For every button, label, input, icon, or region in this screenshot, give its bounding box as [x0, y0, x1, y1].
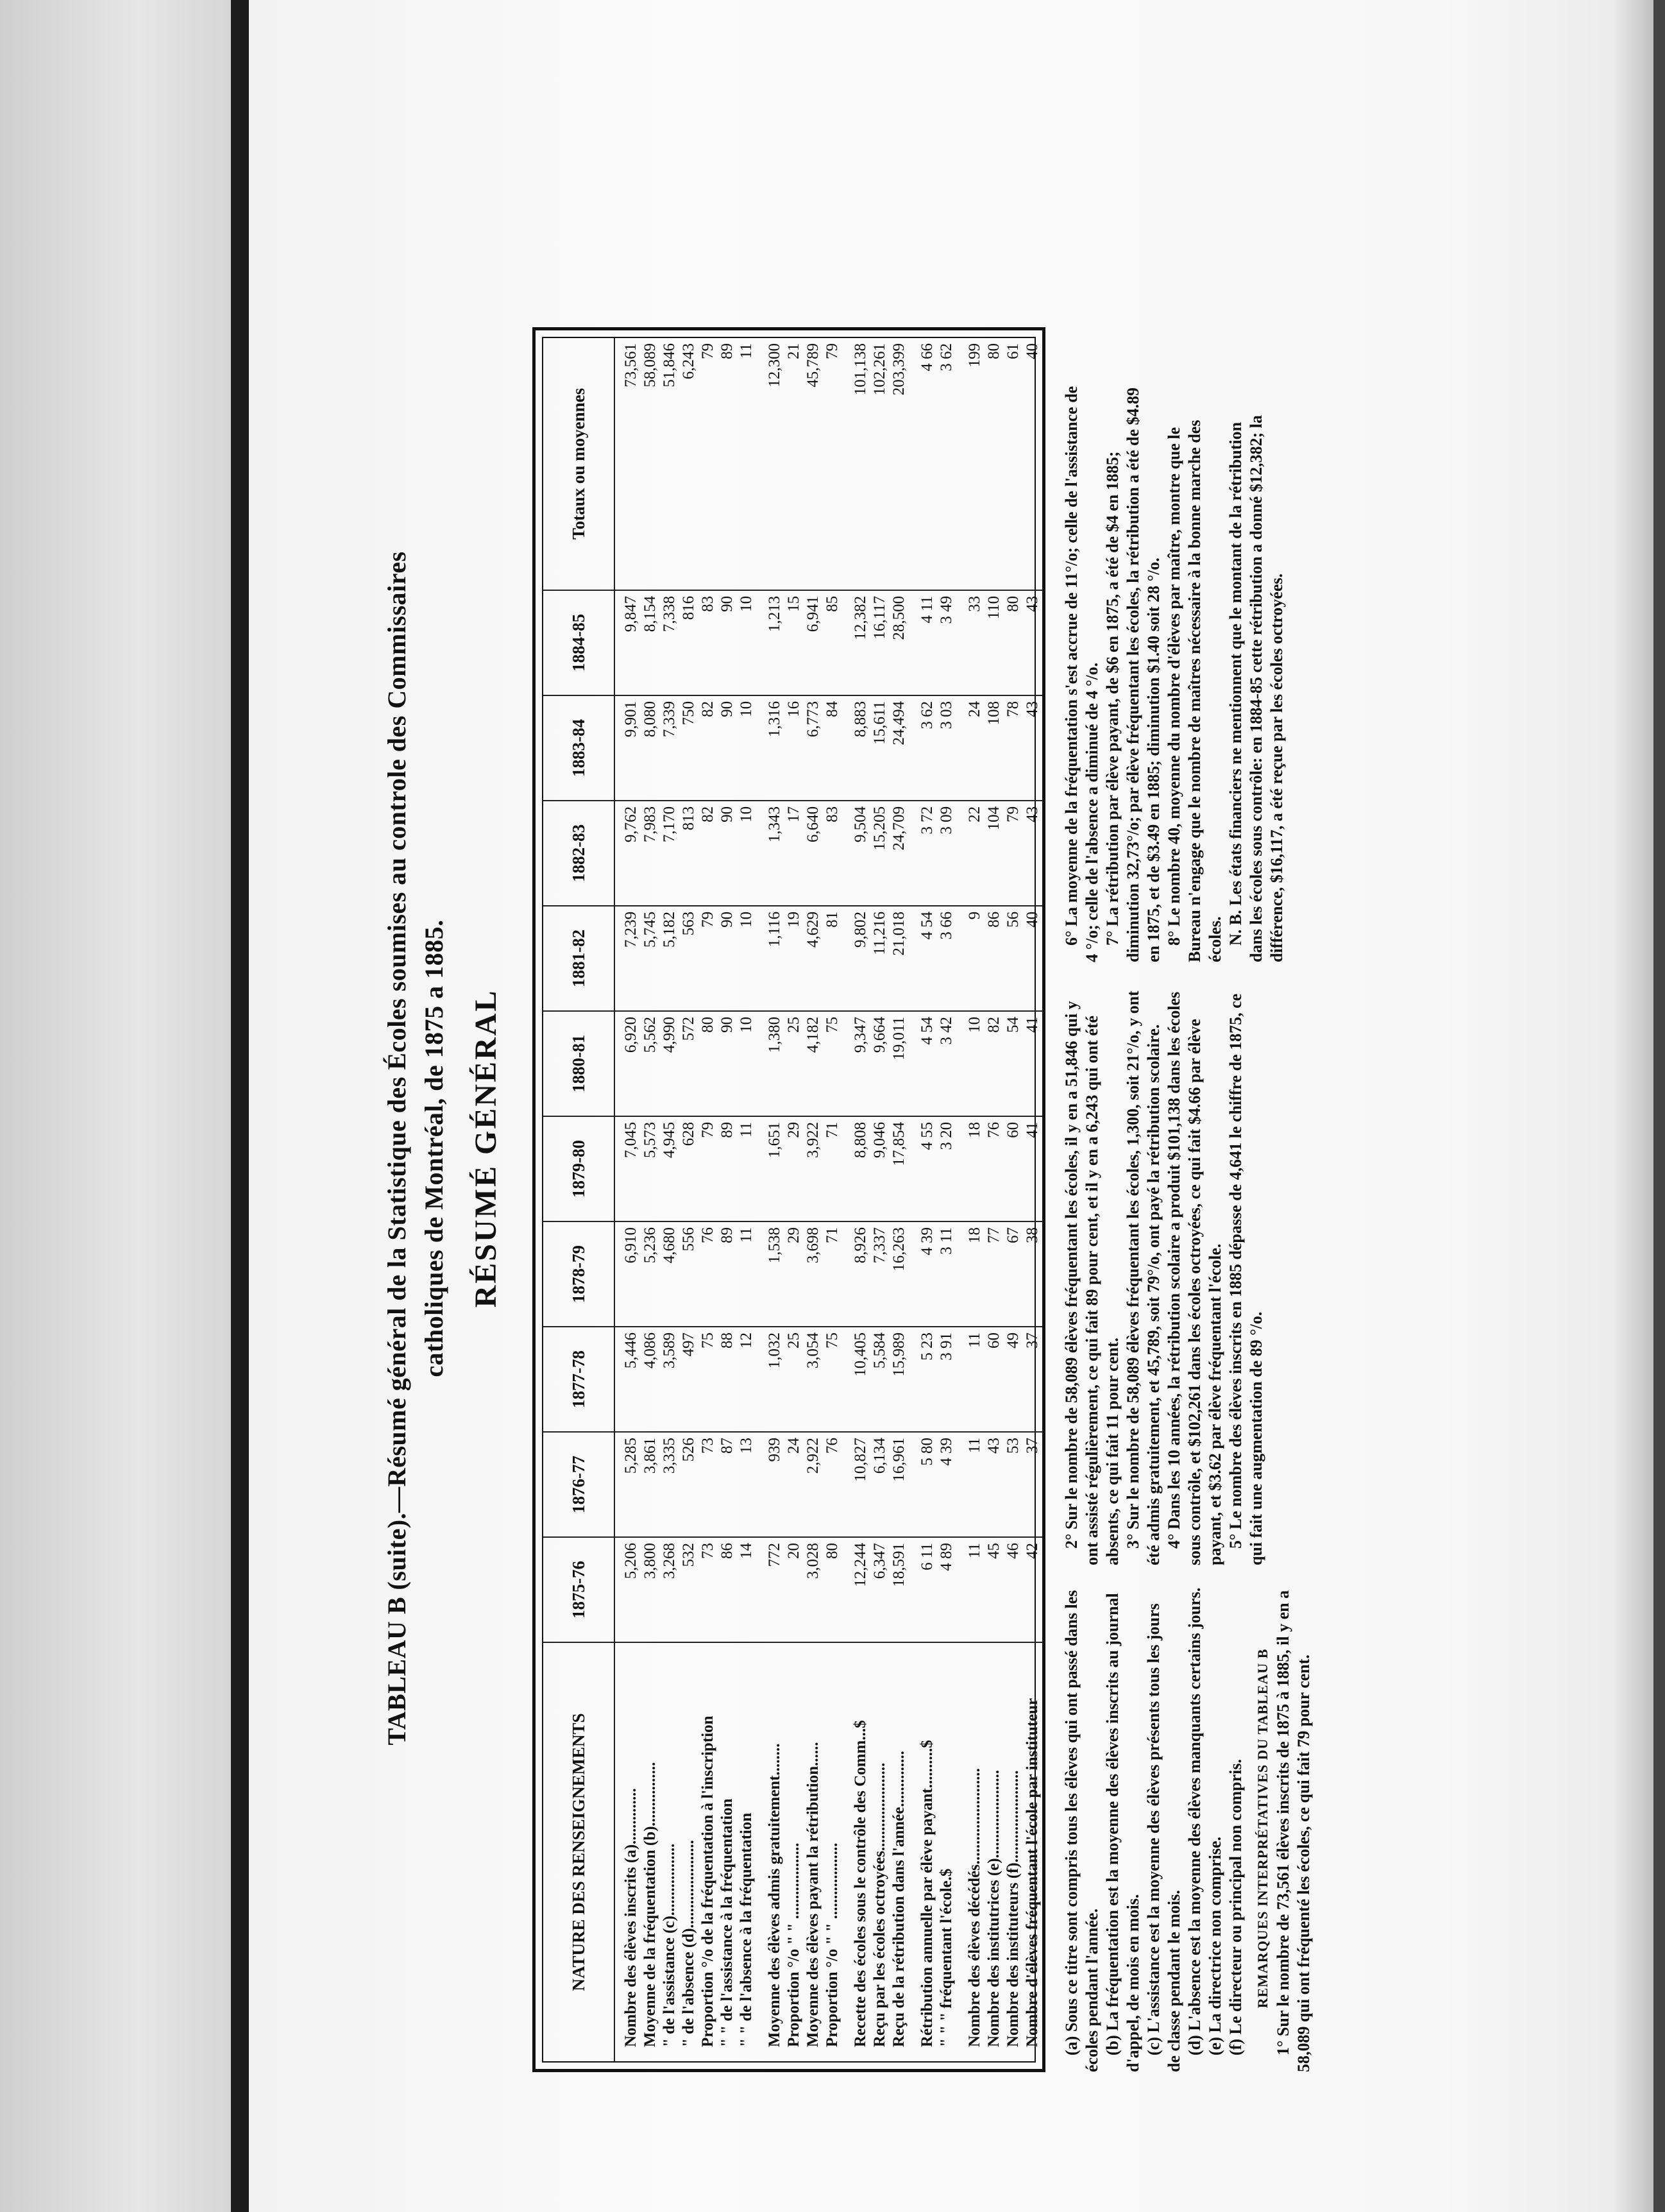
table-cell: 20	[785, 1542, 802, 1559]
table-cell: 38	[1024, 1227, 1041, 1243]
page-edge	[1653, 0, 1665, 2212]
page-gutter	[231, 0, 249, 2212]
table-cell: 3 09	[938, 806, 955, 835]
table-cell: 16,263	[890, 1227, 908, 1272]
table-cell: 79	[1004, 806, 1022, 822]
table-cell: 1,651	[766, 1121, 783, 1159]
table-cell: 15,205	[871, 806, 888, 851]
table-cell: 9	[966, 911, 983, 920]
table-cell: 6,243	[680, 343, 697, 380]
row-label: Rétribution annuelle par élève payant..........$	[918, 1740, 936, 2047]
table-cell: 4,182	[804, 1016, 822, 1053]
table-cell: 3,028	[804, 1542, 822, 1579]
row-label: Recette des écoles sous le contrôle des Comm...$	[852, 1720, 869, 2047]
table-cell: 7,339	[661, 701, 678, 738]
table-cell: 45,789	[804, 343, 822, 387]
table-cell: 43	[1024, 595, 1041, 612]
table-cell: 6,920	[622, 1016, 639, 1053]
table-cell: 19,011	[890, 1016, 908, 1060]
table-cell: 82	[699, 806, 716, 822]
remark: 6° La moyenne de la fréquentation s'est accrue de 11°/o; celle de l'assistance de 4 °/o; celle de l'absence a diminué de 4 °/o.	[1062, 386, 1101, 962]
table-cell: 563	[680, 911, 697, 936]
value-column	[614, 1011, 1042, 1116]
table-cell: 25	[785, 1332, 802, 1348]
table-cell: 108	[985, 701, 1002, 726]
table-cell: 89	[718, 1121, 736, 1138]
table-cell: 13	[738, 1437, 755, 1454]
table-cell: 3 49	[938, 595, 955, 624]
table-cell: 18,591	[890, 1542, 908, 1587]
table-cell: 10	[966, 1016, 983, 1033]
table-cell: 18	[966, 1227, 983, 1243]
table-title: TABLEAU B (suite).—Résumé général de la Statistique des Écoles soumises au controle des Commissaires catholiques de Montréal, de 1875 a 1885.	[382, 551, 448, 1746]
table-cell: 17	[785, 806, 802, 822]
table-cell: 11	[738, 1121, 755, 1137]
table-cell: 203,399	[890, 343, 908, 396]
table-cell: 22	[966, 806, 983, 822]
table-cell: 25	[785, 1016, 802, 1033]
remark: 4° Dans les 10 années, la rétribution scolaire a produit $101,138 dans les écoles sous contrôle, et $102,261 dans les écoles octroyées, ce qui fait $4.66 par élève payant, et $3.62 par élève fréquentant l'école.	[1165, 991, 1224, 1565]
table-cell: 8,154	[641, 595, 659, 633]
column-header: 1883-84	[543, 695, 614, 801]
table-cell: 4 54	[918, 1016, 936, 1045]
table-cell: 29	[785, 1227, 802, 1243]
footnote: (e) La directrice non comprise.	[1206, 1836, 1224, 2055]
table-cell: 3 66	[938, 911, 955, 940]
table-cell: 75	[824, 1332, 841, 1348]
table-cell: 5 23	[918, 1332, 936, 1361]
row-label: Nombre des élèves inscrits (a)..............	[622, 1788, 639, 2047]
table-cell: 4,086	[641, 1332, 659, 1369]
row-label: " " de l'absence à la fréquentation	[738, 1812, 755, 2047]
table-cell: 8,926	[852, 1227, 869, 1264]
table-cell: 6,941	[804, 595, 822, 633]
table-cell: 7,170	[661, 806, 678, 843]
table-cell: 85	[824, 595, 841, 612]
table-cell: 71	[824, 1121, 841, 1138]
table-cell: 78	[1004, 701, 1022, 717]
remark: 8° Le nombre 40, moyenne du nombre d'élèves par maître, montre que le Bureau n'engage que le nombre de maîtres nécessaire à la bonne marche des écoles.	[1165, 420, 1224, 962]
table-cell: 51,846	[661, 343, 678, 387]
table-cell: 532	[680, 1542, 697, 1567]
table-cell: 7,338	[661, 595, 678, 633]
table-cell: 5 80	[918, 1437, 936, 1466]
table-cell: 90	[718, 1016, 736, 1033]
table-cell: 5,562	[641, 1016, 659, 1053]
table-cell: 6,134	[871, 1437, 888, 1474]
table-cell: 73,561	[622, 343, 639, 387]
table-cell: 24,494	[890, 701, 908, 745]
footnote: (f) Le directeur ou principal non compris.	[1226, 1759, 1245, 2055]
table-cell: 6,910	[622, 1227, 639, 1264]
table-cell: 89	[718, 1227, 736, 1243]
table-cell: 6 11	[918, 1542, 936, 1570]
column-header: 1884-85	[543, 590, 614, 695]
table-cell: 90	[718, 701, 736, 717]
footnote: (a) Sous ce titre sont compris tous les élèves qui ont passé dans les écoles pendant l'année.	[1062, 1590, 1101, 2072]
table-cell: 3 03	[938, 701, 955, 729]
column-header: 1875-76	[543, 1537, 614, 1642]
table-cell: 3,800	[641, 1542, 659, 1579]
table-cell: 104	[985, 806, 1002, 831]
table-cell: 40	[1024, 343, 1041, 359]
table-cell: 3 72	[918, 806, 936, 835]
table-cell: 3,861	[641, 1437, 659, 1474]
table-cell: 11	[966, 1332, 983, 1348]
table-cell: 3,589	[661, 1332, 678, 1369]
table-cell: 10,827	[852, 1437, 869, 1482]
table-cell: 76	[985, 1121, 1002, 1138]
remarks-heading: REMARQUES INTERPRÉTATIVES DU TABLEAU B	[1255, 1648, 1271, 2009]
table-cell: 90	[718, 806, 736, 822]
table-cell: 5,236	[641, 1227, 659, 1264]
table-cell: 6,773	[804, 701, 822, 738]
row-label: " de l'assistance (c)..................	[661, 1843, 678, 2047]
table-cell: 7,337	[871, 1227, 888, 1264]
table-cell: 29	[785, 1121, 802, 1138]
table-cell: 73	[699, 1542, 716, 1559]
table-cell: 54	[1004, 1016, 1022, 1033]
table-cell: 67	[1004, 1227, 1022, 1243]
table-cell: 60	[1004, 1121, 1022, 1138]
remark: N. B. Les états financiers ne mentionnent que le montant de la rétribution dans les écoles sous contrôle: en 1884-85 cette rétribution a donné $12,382; la différence, $16,117, a été reçue par les écoles octroyées.	[1226, 415, 1286, 962]
table-cell: 21	[785, 343, 802, 359]
table-cell: 90	[718, 595, 736, 612]
table-cell: 21,018	[890, 911, 908, 956]
table-cell: 10,405	[852, 1332, 869, 1377]
table-cell: 5,584	[871, 1332, 888, 1369]
section-heading: RÉSUMÉ GÉNÉRAL	[469, 989, 503, 1308]
table-cell: 4,945	[661, 1121, 678, 1159]
table-cell: 5,206	[622, 1542, 639, 1579]
value-column	[614, 695, 1042, 801]
table-cell: 1,032	[766, 1332, 783, 1369]
table-cell: 4,990	[661, 1016, 678, 1053]
footnote: (b) La fréquentation est la moyenne des élèves inscrits au journal d'appel, de mois en mois.	[1103, 1593, 1142, 2072]
table-cell: 11	[738, 343, 755, 359]
table-cell: 71	[824, 1227, 841, 1243]
table-cell: 53	[1004, 1437, 1022, 1454]
table-cell: 572	[680, 1016, 697, 1041]
table-cell: 81	[824, 911, 841, 928]
table-cell: 7,983	[641, 806, 659, 843]
table-cell: 77	[985, 1227, 1002, 1243]
table-cell: 7,045	[622, 1121, 639, 1159]
column-header: Totaux ou moyennes	[543, 338, 614, 590]
row-label: Proportion °/o " " ...................	[785, 1842, 802, 2047]
table-cell: 750	[680, 701, 697, 726]
table-cell: 37	[1024, 1437, 1041, 1454]
statistics-table	[543, 338, 1042, 2061]
table-cell: 43	[1024, 806, 1041, 822]
table-cell: 45	[985, 1542, 1002, 1559]
table-cell: 526	[680, 1437, 697, 1462]
table-cell: 3,335	[661, 1437, 678, 1474]
table-cell: 3 62	[938, 343, 955, 371]
table-cell: 3,698	[804, 1227, 822, 1264]
table-cell: 41	[1024, 1121, 1041, 1138]
table-cell: 101,138	[852, 343, 869, 396]
table-cell: 3,922	[804, 1121, 822, 1159]
table-cell: 28,500	[890, 595, 908, 640]
table-cell: 8,080	[641, 701, 659, 738]
column-header: 1878-79	[543, 1221, 614, 1327]
table-cell: 9,847	[622, 595, 639, 633]
table-cell: 88	[718, 1332, 736, 1348]
table-cell: 1,316	[766, 701, 783, 738]
table-cell: 4 39	[918, 1227, 936, 1255]
table-cell: 5,285	[622, 1437, 639, 1474]
table-cell: 11	[966, 1437, 983, 1454]
value-column	[614, 338, 1042, 590]
value-column	[614, 1327, 1042, 1432]
row-label: Moyenne des élèves admis gratuitement........	[766, 1743, 783, 2047]
table-cell: 12,300	[766, 343, 783, 387]
table-cell: 5,446	[622, 1332, 639, 1369]
table-cell: 5,745	[641, 911, 659, 948]
table-cell: 15,989	[890, 1332, 908, 1377]
table-cell: 110	[985, 595, 1002, 620]
column-header: 1877-78	[543, 1327, 614, 1432]
value-column	[614, 801, 1042, 906]
remarks-column-2	[1061, 988, 1267, 1565]
column-header: 1880-81	[543, 1011, 614, 1116]
row-label: " " " fréquentant l'école.$	[938, 1868, 955, 2047]
table-cell: 24	[966, 701, 983, 717]
table-cell: 83	[699, 595, 716, 612]
table-cell: 10	[738, 595, 755, 612]
table-cell: 60	[985, 1332, 1002, 1348]
footnotes	[1061, 1585, 1314, 2072]
table-cell: 10	[738, 806, 755, 822]
table-cell: 3 91	[938, 1332, 955, 1361]
table-cell: 10	[738, 701, 755, 717]
table-cell: 90	[718, 911, 736, 928]
table-cell: 37	[1024, 1332, 1041, 1348]
table-cell: 816	[680, 595, 697, 620]
table-cell: 3,054	[804, 1332, 822, 1369]
table-cell: 9,901	[622, 701, 639, 738]
row-labels	[614, 1642, 1042, 2061]
table-cell: 1,538	[766, 1227, 783, 1264]
row-label: Nombre des institutrices (e)......................	[985, 1769, 1002, 2047]
table-cell: 6,347	[871, 1542, 888, 1579]
table-cell: 102,261	[871, 343, 888, 396]
table-cell: 61	[1004, 343, 1022, 359]
table-cell: 9,504	[852, 806, 869, 843]
table-cell: 4 39	[938, 1437, 955, 1466]
value-column	[614, 1116, 1042, 1221]
table-cell: 56	[1004, 911, 1022, 928]
table-cell: 16,961	[890, 1437, 908, 1482]
table-cell: 83	[824, 806, 841, 822]
value-column	[614, 1432, 1042, 1537]
table-cell: 11	[966, 1542, 983, 1559]
value-column	[614, 590, 1042, 695]
table-cell: 9,664	[871, 1016, 888, 1053]
row-label: Reçu par les écoles octroyées......................	[871, 1762, 888, 2047]
table-cell: 12,244	[852, 1542, 869, 1587]
column-header: 1882-83	[543, 801, 614, 906]
table-cell: 12,382	[852, 595, 869, 640]
table-cell: 4 89	[938, 1542, 955, 1571]
table-cell: 3 11	[938, 1227, 955, 1255]
table-cell: 11,216	[871, 911, 888, 955]
table-cell: 86	[718, 1542, 736, 1559]
table-cell: 82	[985, 1016, 1002, 1033]
value-column	[614, 1537, 1042, 1642]
table-cell: 24	[785, 1437, 802, 1454]
footnote: (d) L'absence est la moyenne des élèves manquants certains jours.	[1185, 1587, 1204, 2055]
table-cell: 14	[738, 1542, 755, 1559]
table-cell: 9,762	[622, 806, 639, 843]
remarks-column-3	[1061, 385, 1287, 962]
row-label: Proportion °/o de la fréquentation à l'inscription	[699, 1715, 716, 2047]
table-cell: 1,343	[766, 806, 783, 843]
table-cell: 49	[1004, 1332, 1022, 1348]
table-cell: 87	[718, 1437, 736, 1454]
table-cell: 3 20	[938, 1121, 955, 1150]
table-cell: 772	[766, 1542, 783, 1567]
table-cell: 24,709	[890, 806, 908, 851]
table-cell: 628	[680, 1121, 697, 1146]
table-frame	[532, 327, 1045, 2072]
table-cell: 556	[680, 1227, 697, 1252]
value-column	[614, 906, 1042, 1011]
previous-page	[0, 0, 231, 2212]
label-header: NATURE DES RENSEIGNEMENTS	[543, 1642, 614, 2061]
table-cell: 41	[1024, 1016, 1041, 1033]
table-cell: 79	[699, 343, 716, 359]
remark: 5° Le nombre des élèves inscrits en 1885 dépasse de 4,641 le chiffre de 1875, ce qui fait une augmentation de 89 °/o.	[1226, 993, 1265, 1565]
row-label: " de l'absence (d)......................	[680, 1840, 697, 2047]
table-cell: 9,347	[852, 1016, 869, 1053]
table-cell: 939	[766, 1437, 783, 1462]
value-column	[614, 1221, 1042, 1327]
table-cell: 43	[985, 1437, 1002, 1454]
table-cell: 76	[824, 1437, 841, 1454]
column-header: 1876-77	[543, 1432, 614, 1537]
table-cell: 9,046	[871, 1121, 888, 1159]
table-cell: 3 62	[918, 701, 936, 729]
table-cell: 5,573	[641, 1121, 659, 1159]
table-cell: 42	[1024, 1542, 1041, 1559]
table-cell: 4 55	[918, 1121, 936, 1150]
table-cell: 3,268	[661, 1542, 678, 1579]
table-cell: 9,802	[852, 911, 869, 948]
table-cell: 80	[824, 1542, 841, 1559]
table-cell: 8,883	[852, 701, 869, 738]
row-label: Nombre des instituteurs (f).......................	[1004, 1770, 1022, 2047]
table-cell: 80	[1004, 595, 1022, 612]
table-cell: 82	[699, 701, 716, 717]
table-cell: 497	[680, 1332, 697, 1357]
table-cell: 43	[1024, 701, 1041, 717]
row-label: Nombre des élèves décédés........................	[966, 1768, 983, 2047]
table-cell: 16,117	[871, 595, 888, 640]
table-cell: 73	[699, 1437, 716, 1454]
row-label: Proportion °/o " " ...................	[824, 1842, 841, 2047]
footnote: (c) L'assistance est la moyenne des élèves présents tous les jours de classe pendant le mois.	[1144, 1603, 1183, 2072]
table-cell: 86	[985, 911, 1002, 928]
table-cell: 4 11	[918, 595, 936, 624]
table-cell: 75	[824, 1016, 841, 1033]
table-cell: 8,808	[852, 1121, 869, 1159]
table-cell: 79	[824, 343, 841, 359]
table-cell: 4,629	[804, 911, 822, 948]
remark: 2° Sur le nombre de 58,089 élèves fréquentant les écoles, il y en a 51,846 qui y ont assisté régulièrement, ce qui fait 89 pour cent, et il y en a 6,243 qui ont été absents, ce qui fait 11 pour cent.	[1062, 1001, 1122, 1565]
table-cell: 2,922	[804, 1437, 822, 1474]
table-cell: 18	[966, 1121, 983, 1138]
remark: 1° Sur le nombre de 73,561 élèves inscrits de 1875 à 1885, il y en a 58,089 qui ont fréquenté les écoles, ce qui fait 79 pour cent.	[1274, 1590, 1313, 2072]
table-cell: 813	[680, 806, 697, 831]
table-cell: 84	[824, 701, 841, 717]
table-cell: 40	[1024, 911, 1041, 928]
table-cell: 6,640	[804, 806, 822, 843]
table-cell: 11	[738, 1227, 755, 1243]
table-cell: 46	[1004, 1542, 1022, 1559]
remark: 7° La rétribution par élève payant, de $6 en 1875, a été de $4 en 1885; diminution 32,73°/o; par élève fréquentant les écoles, la rétribution a été de $4.89 en 1875, et de $3.49 en 1885; diminution $1.40 soit 28 °/o.	[1103, 387, 1163, 962]
table-cell: 1,116	[766, 911, 783, 948]
table-cell: 80	[985, 343, 1002, 359]
table-cell: 10	[738, 1016, 755, 1033]
table-cell: 1,380	[766, 1016, 783, 1053]
table-cell: 5,182	[661, 911, 678, 948]
table-cell: 3 42	[938, 1016, 955, 1045]
table-cell: 12	[738, 1332, 755, 1348]
table-cell: 79	[699, 1121, 716, 1138]
table-cell: 80	[699, 1016, 716, 1033]
table-cell: 75	[699, 1332, 716, 1348]
table-cell: 4,680	[661, 1227, 678, 1264]
row-label: Moyenne des élèves payant la rétribution......	[804, 1742, 822, 2047]
remark: 3° Sur le nombre de 58,089 élèves fréquentant les écoles, 1,300, soit 21°/o, y ont été admis gratuitement, et 45,789, soit 79°/o, ont payé la rétribution scolaire.	[1124, 991, 1163, 1565]
table-cell: 16	[785, 701, 802, 717]
table-cell: 79	[699, 911, 716, 928]
table-cell: 15	[785, 595, 802, 612]
row-label: " " de l'assistance à la fréquentation	[718, 1798, 736, 2047]
table-cell: 7,239	[622, 911, 639, 948]
column-header: 1879-80	[543, 1116, 614, 1221]
row-label: Moyenne de la fréquentation (b)................	[641, 1762, 659, 2047]
table-cell: 33	[966, 595, 983, 612]
row-label: Reçu de la rétribution dans l'année..............	[890, 1751, 908, 2047]
rotated-content	[378, 186, 1430, 2111]
table-cell: 17,854	[890, 1121, 908, 1166]
row-label: Nombre d'élèves fréquentant l'école par instituteur	[1024, 1697, 1041, 2047]
table-cell: 76	[699, 1227, 716, 1243]
column-header: 1881-82	[543, 906, 614, 1011]
table-cell: 4 54	[918, 911, 936, 940]
table-cell: 10	[738, 911, 755, 928]
table-cell: 199	[966, 343, 983, 368]
table-cell: 4 66	[918, 343, 936, 371]
table-cell: 19	[785, 911, 802, 928]
table-cell: 89	[718, 343, 736, 359]
table-cell: 58,089	[641, 343, 659, 387]
table-cell: 1,213	[766, 595, 783, 633]
table-cell: 15,611	[871, 701, 888, 745]
